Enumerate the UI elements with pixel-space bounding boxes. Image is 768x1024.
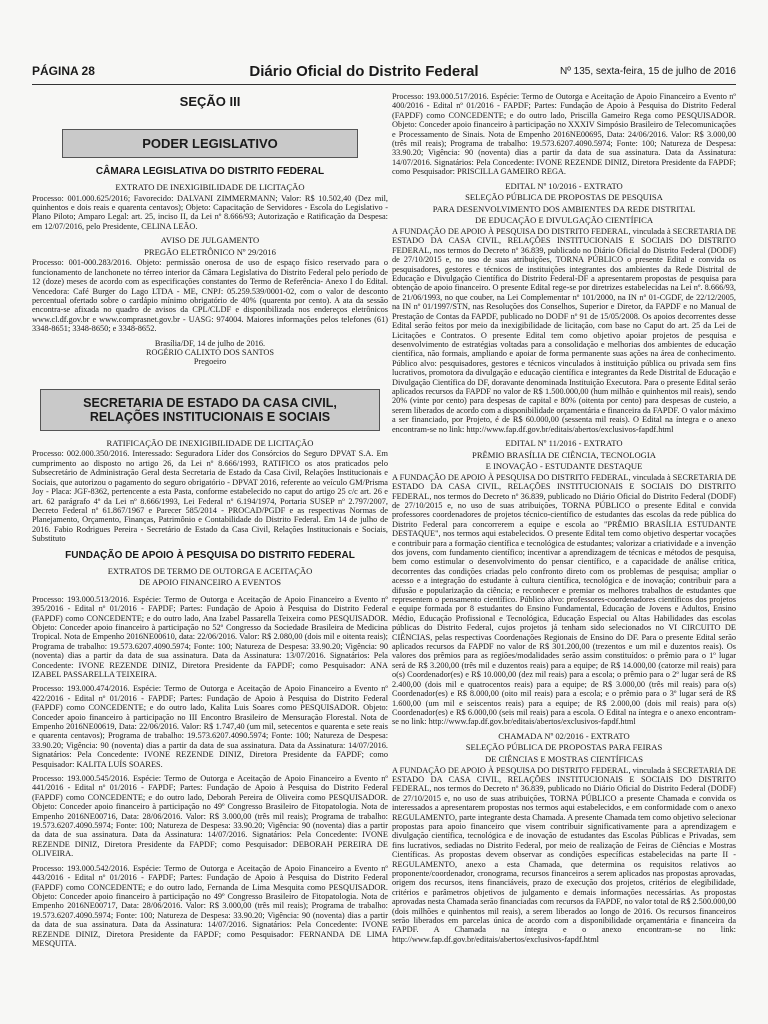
section-title: SEÇÃO III xyxy=(179,94,241,109)
termo-paragraph: Processo: 193.000.513/2016. Espécie: Termo de Outorga e Aceitação de Apoio Financeiro a Evento nº 395/2016 - Edital nº 01/2016 - FAPDF; Partes: Fundação de Apoio à Pesquisa do Distrito Federal (FAPDF) como CONCEDENTE; e do outro lado, Ana Izabel Passarella Teixeira como PESQUISADOR. Objeto: Conceder apoio financeiro à participação no 52º Congresso da Sociedade Brasileira de Medicina Tropical. Nota de Empenho 2016NE00610, data: 22/06/2016. Valor: R$ 2.080,00 (dois mil e oitenta reais); Programa de trabalho: 19.573.6207.4090.5974; Fonte: 100; Natureza de Despesa: 33.90.20; Vigência: 90 (noventa) dias a partir da data de sua assinatura. Data da Assinatura: 13/07/2016. Signatários: Pela Concedente: IVONE REZENDE DINIZ, Diretora Presidente da FAPDF; como Pesquisador: ANA IZABEL PASSARELLA TEIXEIRA. xyxy=(32,594,388,679)
camara-title: CÂMARA LEGISLATIVA DO DISTRITO FEDERAL xyxy=(95,166,325,177)
aviso-julgamento-text: Processo: 001-000.283/2016. Objeto: permissão onerosa de uso de espaço físico reservado para o funcionamento de lanchonete no térreo interior da Câmara Legislativa do Distrito Federal pelo período de 12 (doze) meses de acordo com as especificações constantes do Termo de Referência- Anexo I do Edital. Vencedora: Café Burger do Lago LTDA - ME, CNPJ: 05.259.539/0001-02, com o valor de desconto percentual ofertado sobre o cardápio mínimo obrigatório de 40% (quarenta por cento). A ata da sessão encontra-se afixada no quadro de avisos da CPL/CLDF e disponibilizada nos endereços eletrônicos www.cl.df.gov.br e www.comprasnet.gov.br - UASG: 974004. Maiores informações pelos telefones (61) 3348-8651; 3348-8650; e 3348-8652. xyxy=(32,258,388,334)
ratificacao-title: RATIFICAÇÃO DE INEXIGIBILIDADE DE LICITAÇÃO xyxy=(106,437,314,448)
page-header xyxy=(32,58,736,85)
aviso-signature xyxy=(32,339,388,367)
right-column xyxy=(392,92,736,1022)
extrato-inexigibilidade-text: Processo: 001.000.625/2016; Favorecido: DALVANI ZIMMERMANN; Valor: R$ 10.502,40 (Dez mil, quinhentos e dois reais e quarenta centavos); Objeto: Capacitação de Servidores - Escola do Legislativo - Plano Piloto; Amparo Legal: art. 25, inciso II, da Lei nº 8.666/93; Autorização e Ratificação da Despesa: em 12/07/2016, pelo Presidente, CELINA LEÃO. xyxy=(32,193,388,231)
chamada-title: CHAMADA Nº 02/2016 - EXTRATO xyxy=(498,730,630,741)
extratos-termo-title-2: DE APOIO FINANCEIRO A EVENTOS xyxy=(138,577,282,588)
issue-info: Nº 135, sexta-feira, 15 de julho de 2016 xyxy=(560,65,736,77)
extratos-termo-title-1: EXTRATOS DE TERMO DE OUTORGA E ACEITAÇÃO xyxy=(107,565,313,576)
chamada-text: A FUNDAÇÃO DE APOIO À PESQUISA DO DISTRITO FEDERAL, vinculada à SECRETARIA DE ESTADO DA CASA CIVIL, RELAÇÕES INSTITUCIONAIS E SOCIAIS DO DISTRITO FEDERAL, nos termos do Decreto nº 36.839, publicado no Diário Oficial do Distrito Federal (DODF) de 27/10/2015 e, no uso de suas atribuições, TORNA PÚBLICO a presente Chamada e convida os interessados a apresentarem propostas nos termos aqui estabelecidos, e em conformidade com o anexo REGULAMENTO, parte integrante desta Chamada. A presente Chamada tem como objetivo selecionar propostas para apoio financeiro que visem contribuir significativamente para a aprendizagem e divulgação científica, tecnológica e de inovação de estudantes das Escolas Públicas e Privadas, sem fins lucrativos, sediadas no Distrito Federal, por meio de realização de Feiras de Ciências e Mostras Científicas. As propostas devem observar as condições específicas estabelecidas na parte II - REGULAMENTO, anexo a esta Chamada, que determina os requisitos relativos ao proponente/coordenador, cronograma, recursos financeiros a serem aplicados nas propostas aprovadas, origem dos recursos, itens financiáveis, prazo de execução dos projetos, critérios de elegibilidade, critérios e parâmetros objetivos de julgamento e demais informações necessárias. As propostas aprovadas nesta Chamada serão financiadas com recursos da FAPDF, no valor total de R$ 2.500.000,00 (dois milhões e quinhentos mil reais), a serem liberados ao longo de 2016. Os recursos financeiros serão liberados em parcelas única de acordo com a disponibilidade orçamentária e financeira da FAPDF. A Chamada na íntegra e o anexo encontram-se no link: http://www.fap.df.gov.br/editais/abertos/exclusivos-fapdf.html xyxy=(392,765,736,944)
edital-11-title: EDITAL Nº 11/2016 - EXTRATO xyxy=(505,437,623,448)
fap-title: FUNDAÇÃO DE APOIO À PESQUISA DO DISTRITO FEDERAL xyxy=(65,549,355,561)
aviso-date: Brasília/DF, 14 de julho de 2016. xyxy=(154,338,266,348)
edital-10-subtitle-1: SELEÇÃO PÚBLICA DE PROPOSTAS DE PESQUISA xyxy=(465,192,663,203)
poder-legislativo-box: PODER LEGISLATIVO xyxy=(62,129,358,158)
chamada-subtitle-1: SELEÇÃO PÚBLICA DE PROPOSTAS PARA FEIRAS xyxy=(465,742,663,753)
termo-paragraph: Processo: 193.000.542/2016. Espécie: Termo de Outorga e Aceitação de Apoio Financeiro a Evento nº 443/2016 - Edital nº 01/2016 - FAPDF; Partes: Fundação de Apoio à Pesquisa do Distrito Federal (FAPDF) como CONCEDENTE; e do outro lado, Fernanda de Lima Mesquita como PESQUISADOR. Objeto: Conceder apoio financeiro à participação no 49º Congresso Brasileiro de Fitopatologia. Nota de Empenho 2016NE00717, Data: 28/06/2016. Valor: R$ 3.000,00 (três mil reais); Programa de trabalho: 19.573.6207.4090.5974; Fonte: 100; Natureza de Despesa: 33.90.20; Vigência: 90 (noventa) dias a partir da data de sua assinatura. Data da Assinatura: 14/07/2016. Signatários: Pela Concedente: IVONE REZENDE DINIZ, Diretora Presidente da FAPDF; como Pesquisador: FERNANDA DE LIMA MESQUITA. xyxy=(32,863,388,948)
aviso-role: Pregoeiro xyxy=(193,357,227,367)
ratificacao-text: Processo: 002.000.350/2016. Interessado: Seguradora Líder dos Consórcios do Seguro DPVAT S.A. Em cumprimento ao disposto no artigo 26, da Lei nº 8.666/1993, RATIFICO os atos praticados pelo Subsecretário de Administração Geral desta Secretaria de Estado da Casa Civil, Relações Institucionais e Sociais, que autorizou o pagamento do seguro obrigatório - DPVAT 2016, referente ao veículo GM/Prisma Joy - Placa: JGF-8362, pertencente a esta Pasta, conforme estabelecido no caput do artigo 25 c/c art. 26 e art. 62 parágrafo 4º da Lei nº 8.666/1993, Lei Federal nº 6.194/1974, Portaria SUSEP nº 2.797/2007, Decreto Federal nº 61.867/1967 e Parecer 585/2014 - PROCAD/PGDF e as respectivas Normas de Planejamento, Orçamento, Finanças, Patrimônio e Contabilidade do Distrito Federal. Em 14 de julho de 2016. Fabio Rodrigues Pereira - Secretário de Estado da Casa Civil, Relações Institucionais e Sociais, Substituto xyxy=(32,449,388,544)
termo-paragraph: Processo: 193.000.545/2016. Espécie: Termo de Outorga e Aceitação de Apoio Financeiro a Evento nº 441/2016 - Edital nº 01/2016 - FAPDF; Partes: Fundação de Apoio à Pesquisa do Distrito Federal (FAPDF) como CONCEDENTE; e do outro lado, Deborah Pereira de Oliveira como PESQUISADOR. Objeto: Conceder apoio financeiro à participação no 49º Congresso Brasileiro de Fitopatologia. Nota de Empenho 2016NE00716, Data: 28/06/2016. Valor: R$ 3.000,00 (três mil reais); Programa de trabalho: 19.573.6207.4090.5974; Fonte: 100; Natureza de Despesa: 33.90.20; Vigência: 90 (noventa) dias a partir da data de sua assinatura. Data da Assinatura: 14/07/2016. Signatários: Pela Concedente: IVONE REZENDE DINIZ, Diretora Presidente da FAPDF; como Pesquisador: DEBORAH PEREIRA DE OLIVEIRA. xyxy=(32,774,388,859)
aviso-julgamento-title: AVISO DE JULGAMENTO xyxy=(160,235,260,246)
pregao-title: PREGÃO ELETRÔNICO Nº 29/2016 xyxy=(144,246,276,257)
page-number: PÁGINA 28 xyxy=(32,64,95,78)
publication-title: Diário Oficial do Distrito Federal xyxy=(249,62,479,80)
edital-11-text: A FUNDAÇÃO DE APOIO À PESQUISA DO DISTRITO FEDERAL, vinculada à SECRETARIA DE ESTADO DA CASA CIVIL, RELAÇÕES INSTITUCIONAIS E SOCIAIS DO DISTRITO FEDERAL, nos termos do Decreto nº 36.839, publicado no Diário Oficial do Distrito Federal (DODF) de 27/10/2015 e, no uso de suas atribuições, TORNA PÚBLICO o presente Edital e convida professores coordenadores de projetos técnico-científico de estudantes das escolas da rede pública do Distrito Federal para concorrerem a equipe e escola ao "PRÊMIO BRASÍLIA ESTUDANTE DESTAQUE", nos termos aqui estabelecidos. O presente Edital tem como objetivo despertar vocações e contribuir para a formação científica e tecnológica de estudantes; valorizar a criatividade e a invenção dos jovens, com fundamento científico; incentivar a aprendizagem de técnicas e métodos de pesquisa, bem como estimular o desenvolvimento do pensar científico, e a capacidade de análise crítica, decorrentes das condições criadas pelo confronto direto com os problemas de pesquisa; ampliar o acesso e a integração do estudante à cultura científica, tecnológica e de inovação; contribuir para a difusão e popularização da ciência; e reconhecer e premiar os melhores trabalhos de estudantes que representem o pensamento científico. Público alvo: professores-coordenadores científicos dos projetos e equipe formada por 8 estudantes do Ensino Fundamental, Educação de Jovens e Adultos, Ensino Médio, Educação Profissional e Tecnológica, Educação Especial ou Altas Habilidades das escolas públicas do Distrito Federal, cujos projetos já tenham sido selecionados no VI CIRCUITO DE CIÊNCIAS, pelas respectivas Coordenações Regionais de Ensino do DF. Para o presente Edital serão aplicados recursos da FAPDF no valor de R$ 301.200,00 (trezentos e um mil e duzentos reais). Os valores dos prêmios para as regiões/modalidades serão assim constituídos: o prêmio para o 1º lugar será de R$ 3.200,00 (três mil e duzentos reais) para a equipe; de R$ 14.000,00 (catorze mil reais) para o(s) Coordenador(es) e R$ 10.000,00 (dez mil reais) para a escola; o prêmio para o 2º lugar será de R$ 2.400,00 (dois mil e quatrocentos reais) para a equipe; de R$ 3.000,00 (três mil reais) para o(s) Coordenador(es) e R$ 8.000,00 (oito mil reais) para a escola; e o prêmio para o 3º lugar será de R$ 1.600,00 (um mil e seiscentos reais) para a equipe; de R$ 2.000,00 (dois mil reais) para o(s) Coordenador(es) e R$ 6.000,00 (seis mil reais) para a escola. O Edital na íntegra e o anexo encontram-se no link: http://www.fap.df.gov.br/editais/abertos/exclusivos-fapdf.html xyxy=(392,472,736,727)
edital-11-subtitle-2: E INOVAÇÃO - ESTUDANTE DESTAQUE xyxy=(485,461,643,472)
casa-civil-line-2: RELAÇÕES INSTITUCIONAIS E SOCIAIS xyxy=(89,409,331,424)
left-column xyxy=(32,92,388,1022)
edital-10-text: A FUNDAÇÃO DE APOIO À PESQUISA DO DISTRITO FEDERAL, vinculada à SECRETARIA DE ESTADO DA CASA CIVIL, RELAÇÕES INSTITUCIONAIS E SOCIAIS DO DISTRITO FEDERAL, nos termos do Decreto nº 36.839, publicado no Diário Oficial do Distrito Federal (DODF) de 27/10/2015 e, no uso de suas atribuições, TORNA PÚBLICO o presente Edital e convida os pesquisadores, gestores e técnicos de instituições integrantes dos ambientes da Rede Distrital de Educação e Divulgação Científica do Distrito Federal-DF a apresentarem propostas de pesquisa para obtenção de apoio financeiro. O presente Edital rege-se por diretrizes estabelecidas na Lei nº. 8.666/93, de 21/06/1993, no que couber, na Lei Complementar nº 101/2000, na IN nº 01-CGDF, de 22/12/2005, na IN nº 01/1997/STN, nas Resoluções dos Conselhos, Superior e Diretor, da FAPDF e no Manual de Prestação de Contas da FAPDF, publicado no DODF nº 91 de 15/05/2008. Os apoios decorrentes desse Edital serão feitos por meio da inexigibilidade de licitação, com base no Caput do art. 25 da Lei de Licitações e Contratos. O presente Edital tem como objetivo apoiar projetos de pesquisa e desenvolvimento de estratégias voltadas para a consolidação e melhorias dos ambientes de educação científica, não formais, ampliando e apoiar de forma permanente suas ações na área de conhecimento. Público alvo: pesquisadores, gestores e técnicos vinculados à instituição pública ou privada sem fins lucrativos, promotora da divulgação e educação científica e integrantes da Rede Distrital de Educação e Divulgação Científica do DF, doravante denominada Instituição Executora. Para o presente Edital serão aplicados recursos da FAPDF no valor de R$ 1.500.000,00 (hum milhão e quinhentos mil reais), sendo 20% (vinte por cento) para despesas de capital e 80% (oitenta por cento) para despesas de custeio, a serem liberados de acordo com a disponibilidade orçamentária e financeira da FAPDF. O valor máximo a ser financiado, por Projeto, é de R$ 60.000,00 (sessenta mil reais). O Edital na íntegra e o anexo encontram-se no link: http://www.fap.df.gov.br/editais/abertos/exclusivos-fapdf.html xyxy=(392,227,736,434)
edital-10-subtitle-3: DE EDUCAÇÃO E DIVULGAÇÃO CIENTÍFICA xyxy=(474,215,654,226)
termo-paragraph: Processo: 193.000.474/2016. Espécie: Termo de Outorga e Aceitação de Apoio Financeiro a Evento nº 422/2016 - Edital nº 01/2016 - FAPDF; Partes: Fundação de Apoio à Pesquisa do Distrito Federal (FAPDF) como CONCEDENTE; e do outro lado, Kalita Luis Soares como PESQUISADOR. Objeto: Conceder apoio financeiro à participação no III Encontro Brasileiro de Mensuração Florestal. Nota de Empenho 2016NE00619, Data: 22/06/2016. Valor: R$ 1.747,40 (um mil, setecentos e quarenta e sete reais e quarenta centavos); Programa de trabalho: 19.573.6207.4090.5974; Fonte: 100; Natureza de Despesa: 33.90.20; Vigência: 90 (noventa) dias a partir da data de sua assinatura. Data da Assinatura: 14/07/2016. Signatários: Pela Concedente: IVONE REZENDE DINIZ, Diretora Presidente da FAPDF; como Pesquisador: KALITA LUÍS SOARES. xyxy=(32,684,388,769)
aviso-signer: ROGÉRIO CALIXTO DOS SANTOS xyxy=(145,348,275,358)
chamada-subtitle-2: DE CIÊNCIAS E MOSTRAS CIENTÍFICAS xyxy=(484,753,644,764)
edital-10-title: EDITAL Nº 10/2016 - EXTRATO xyxy=(505,180,623,191)
termo-paragraph-top: Processo: 193.000.517/2016. Espécie: Termo de Outorga e Aceitação de Apoio Financeiro a Evento nº 400/2016 - Edital nº 01/2016 - FAPDF; Partes: Fundação de Apoio à Pesquisa do Distrito Federal (FAPDF) como CONCEDENTE; e do outro lado, Priscilla Gameiro Rega como PESQUISADOR. Objeto: Conceder apoio financeiro à participação no XXXIV Simpósio Brasileiro de Telecomunicações e Processamento de Sinais. Nota de Empenho 2016NE00695, Data: 24/06/2016. Valor: R$ 3.000,00 (três mil reais); Programa de trabalho: 19.573.6207.4090.5974; Fonte: 100; Natureza de Despesa: 33.90.20; Vigência: 90 (noventa) dias a partir da data de sua assinatura. Data da Assinatura: 14/07/2016. Signatários: Pela Concedente: IVONE REZENDE DINIZ, Diretora Presidente da FAPDF; como Pesquisador: PRISCILLA GAMEIRO REGA. xyxy=(392,92,736,177)
casa-civil-line-1: SECRETARIA DE ESTADO DA CASA CIVIL, xyxy=(83,395,337,410)
edital-11-subtitle-1: PRÊMIO BRASÍLIA DE CIÊNCIA, TECNOLOGIA xyxy=(472,449,656,460)
extrato-inexigibilidade-title: EXTRATO DE INEXIGIBILIDADE DE LICITAÇÃO xyxy=(115,182,305,192)
edital-10-subtitle-2: PARA DESENVOLVIMENTO DOS AMBIENTES DA REDE DISTRITAL xyxy=(432,203,696,214)
casa-civil-box xyxy=(40,389,380,431)
